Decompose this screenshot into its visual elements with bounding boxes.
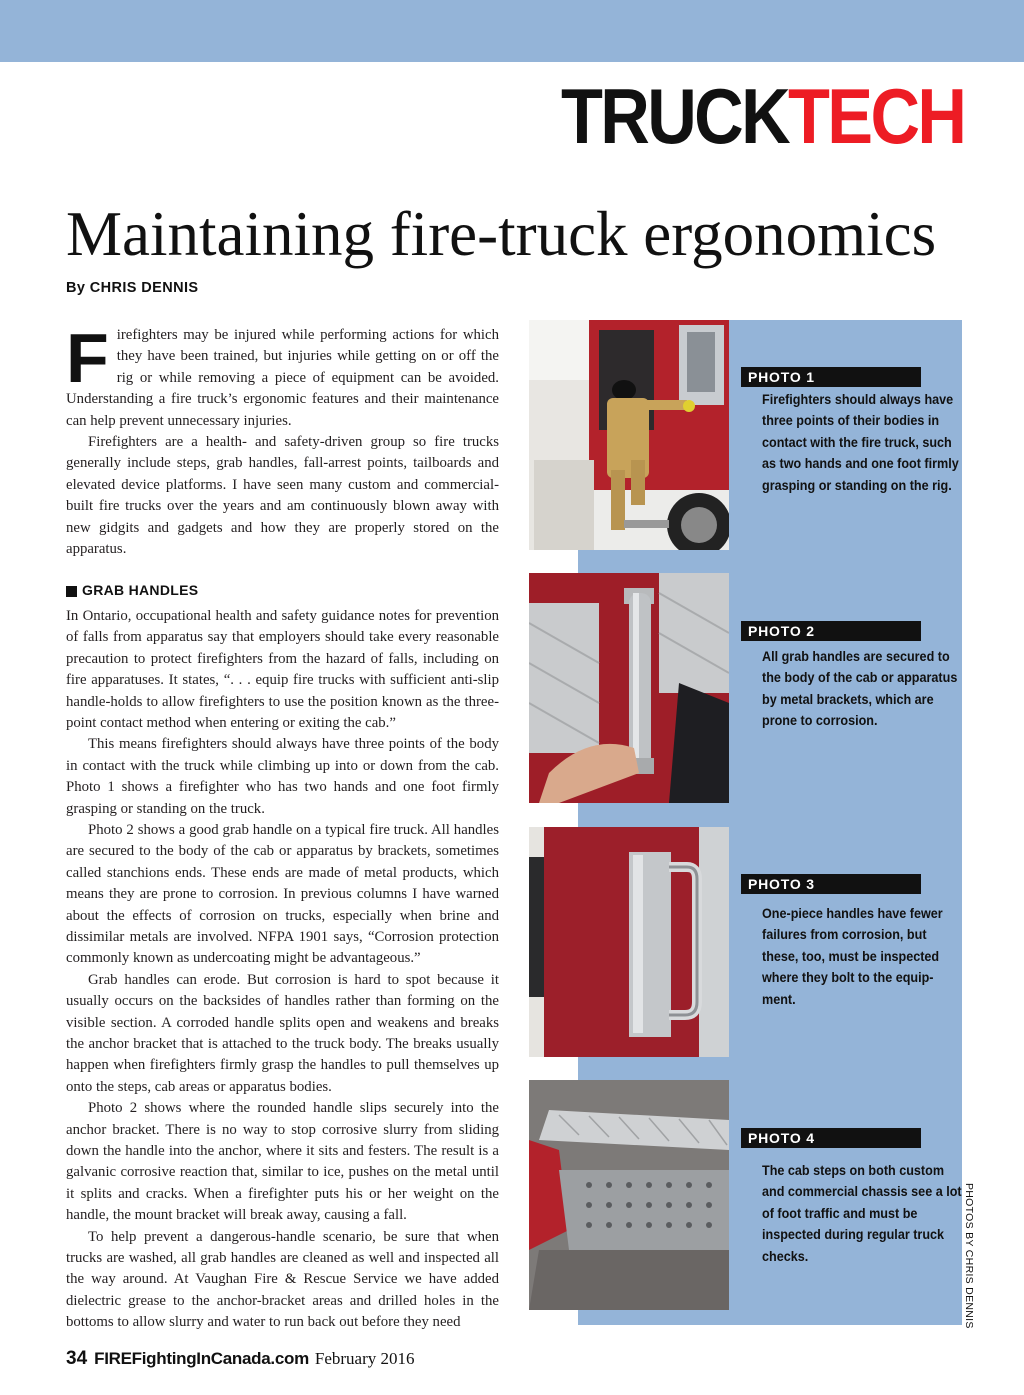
masthead-truck: TRUCK	[560, 72, 788, 160]
photo-1-illustration	[529, 320, 729, 550]
photo-credit	[963, 1183, 975, 1328]
photo-3-label: PHOTO 3	[741, 874, 921, 894]
article-body	[66, 319, 499, 1334]
body-paragraph-7: Photo 2 shows where the rounded handle slips securely into the anchor bracket. There is no way to stop corrosive slurry from sliding down the handle into the anchor, where it sits and festers. The result is a galvanic corrosive reaction that, similar to ice, pushes on the metal until it splits and cracks. When a firefighter puts his or her weight on the handle, the mount bracket will break away, causing a fall.	[66, 1100, 499, 1224]
photo-4-illustration	[529, 1080, 729, 1310]
article-byline: By CHRIS DENNIS	[66, 280, 199, 296]
photo-1-caption: Firefighters should always have three points of their bodies in contact with the fire truck, such as two hands and one foot firmly grasping or standing on the rig.	[762, 391, 959, 493]
body-paragraph-5: Photo 2 shows a good grab handle on a typical fire truck. All handles are secured to the body of the cab or apparatus by brackets, sometimes called stanchions ends. These ends are made of metal products, which means they are prone to corrosion. In previous columns I have warned about the effects of corrosion on trucks, especially when brine and dissimilar metals are involved. NFPA 1901 says, “Corrosion protection commonly known as undercoating might be advantageous.”	[66, 821, 499, 967]
drop-cap: F	[66, 319, 109, 397]
square-bullet-icon	[66, 586, 77, 597]
body-paragraph-8: To help prevent a dangerous-handle scenario, be sure that when trucks are washed, all grab handles are cleaned as well and inspected all the way around. At Vaughan Fire & Rescue Service we have added dielectric grease to the anchor-bracket areas and drilled holes in the bottoms to allow slurry and water to run back out before they need	[66, 1228, 499, 1331]
section-masthead	[560, 72, 964, 160]
photo-1-label: PHOTO 1	[741, 367, 921, 387]
intro-paragraph-1	[66, 319, 499, 432]
photo-3-caption: One-piece handles have fewer failures from corrosion, but these, too, must be inspected where they bolt to the equip-ment.	[762, 905, 943, 1007]
photo-4-caption: The cab steps on both custom and commercial chassis see a lot of foot traffic and must be inspected during regular truck checks.	[762, 1162, 962, 1264]
body-paragraph-4: This means firefighters should always have three points of the body in contact with the truck while climbing up into or down from the cab. Photo 1 shows a firefighter who has two hands and one foot firmly grasping or standing on the truck.	[66, 736, 499, 817]
photo-2-illustration	[529, 573, 729, 803]
photo-4-label: PHOTO 4	[741, 1128, 921, 1148]
photo-4-image	[529, 1080, 729, 1310]
section-subhead	[66, 580, 499, 601]
photo-2-caption: All grab handles are secured to the body of the cab or apparatus by metal brackets, which are prone to corrosion.	[762, 648, 958, 729]
header-color-band	[0, 0, 1024, 62]
photo-1-image	[529, 320, 729, 550]
page-footer	[66, 1348, 415, 1370]
page-number: 34	[66, 1348, 88, 1369]
footer-issue-date: February 2016	[314, 1349, 415, 1368]
masthead-tech: TECH	[787, 72, 964, 160]
intro-paragraph-1-text: irefighters may be injured while performing actions for which they have been trained, but injuries while getting on or off the rig or while removing a piece of equipment can be avoided. Understanding a fire truck’s ergonomic features and their maintenance can help prevent unnecessary injuries.	[66, 327, 499, 429]
photo-2-label: PHOTO 2	[741, 621, 921, 641]
photo-credit-text: PHOTOS BY CHRIS DENNIS	[963, 1183, 975, 1329]
photo-2-image	[529, 573, 729, 803]
photo-3-illustration	[529, 827, 729, 1057]
body-paragraph-6: Grab handles can erode. But corrosion is hard to spot because it usually occurs on the backsides of handles rather than forming on the visible section. A corroded handle splits open and weakens and breaks the anchor bracket that is attached to the truck body. The breaks usually happen when firefighters firmly grasp the handles to pull themselves up onto the steps, cab areas or apparatus bodies.	[66, 971, 499, 1095]
footer-site-name: FIREFightingInCanada.com	[94, 1349, 309, 1368]
body-paragraph-3: In Ontario, occupational health and safety guidance notes for prevention of falls from apparatus say that employers should take every reasonable precaution to protect firefighters from the hazard of falls, including on fire apparatuses. It states, “. . . equip fire trucks with sufficient anti-slip handle-holds to allow firefighters to use the position known as the three-point contact method when entering or exiting the cab.”	[66, 607, 499, 731]
subhead-text: GRAB HANDLES	[82, 582, 199, 599]
intro-paragraph-2: Firefighters are a health- and safety-driven group so fire trucks generally include steps, grab handles, fall-arrest points, tailboards and elevated device platforms. I have seen many custom and commercial-built fire trucks over the years and am continuously blown away with new gidgits and gadgets and how they are properly stored on the apparatus.	[66, 434, 499, 558]
article-title: Maintaining fire-truck ergonomics	[66, 199, 937, 269]
photo-3-image	[529, 827, 729, 1057]
